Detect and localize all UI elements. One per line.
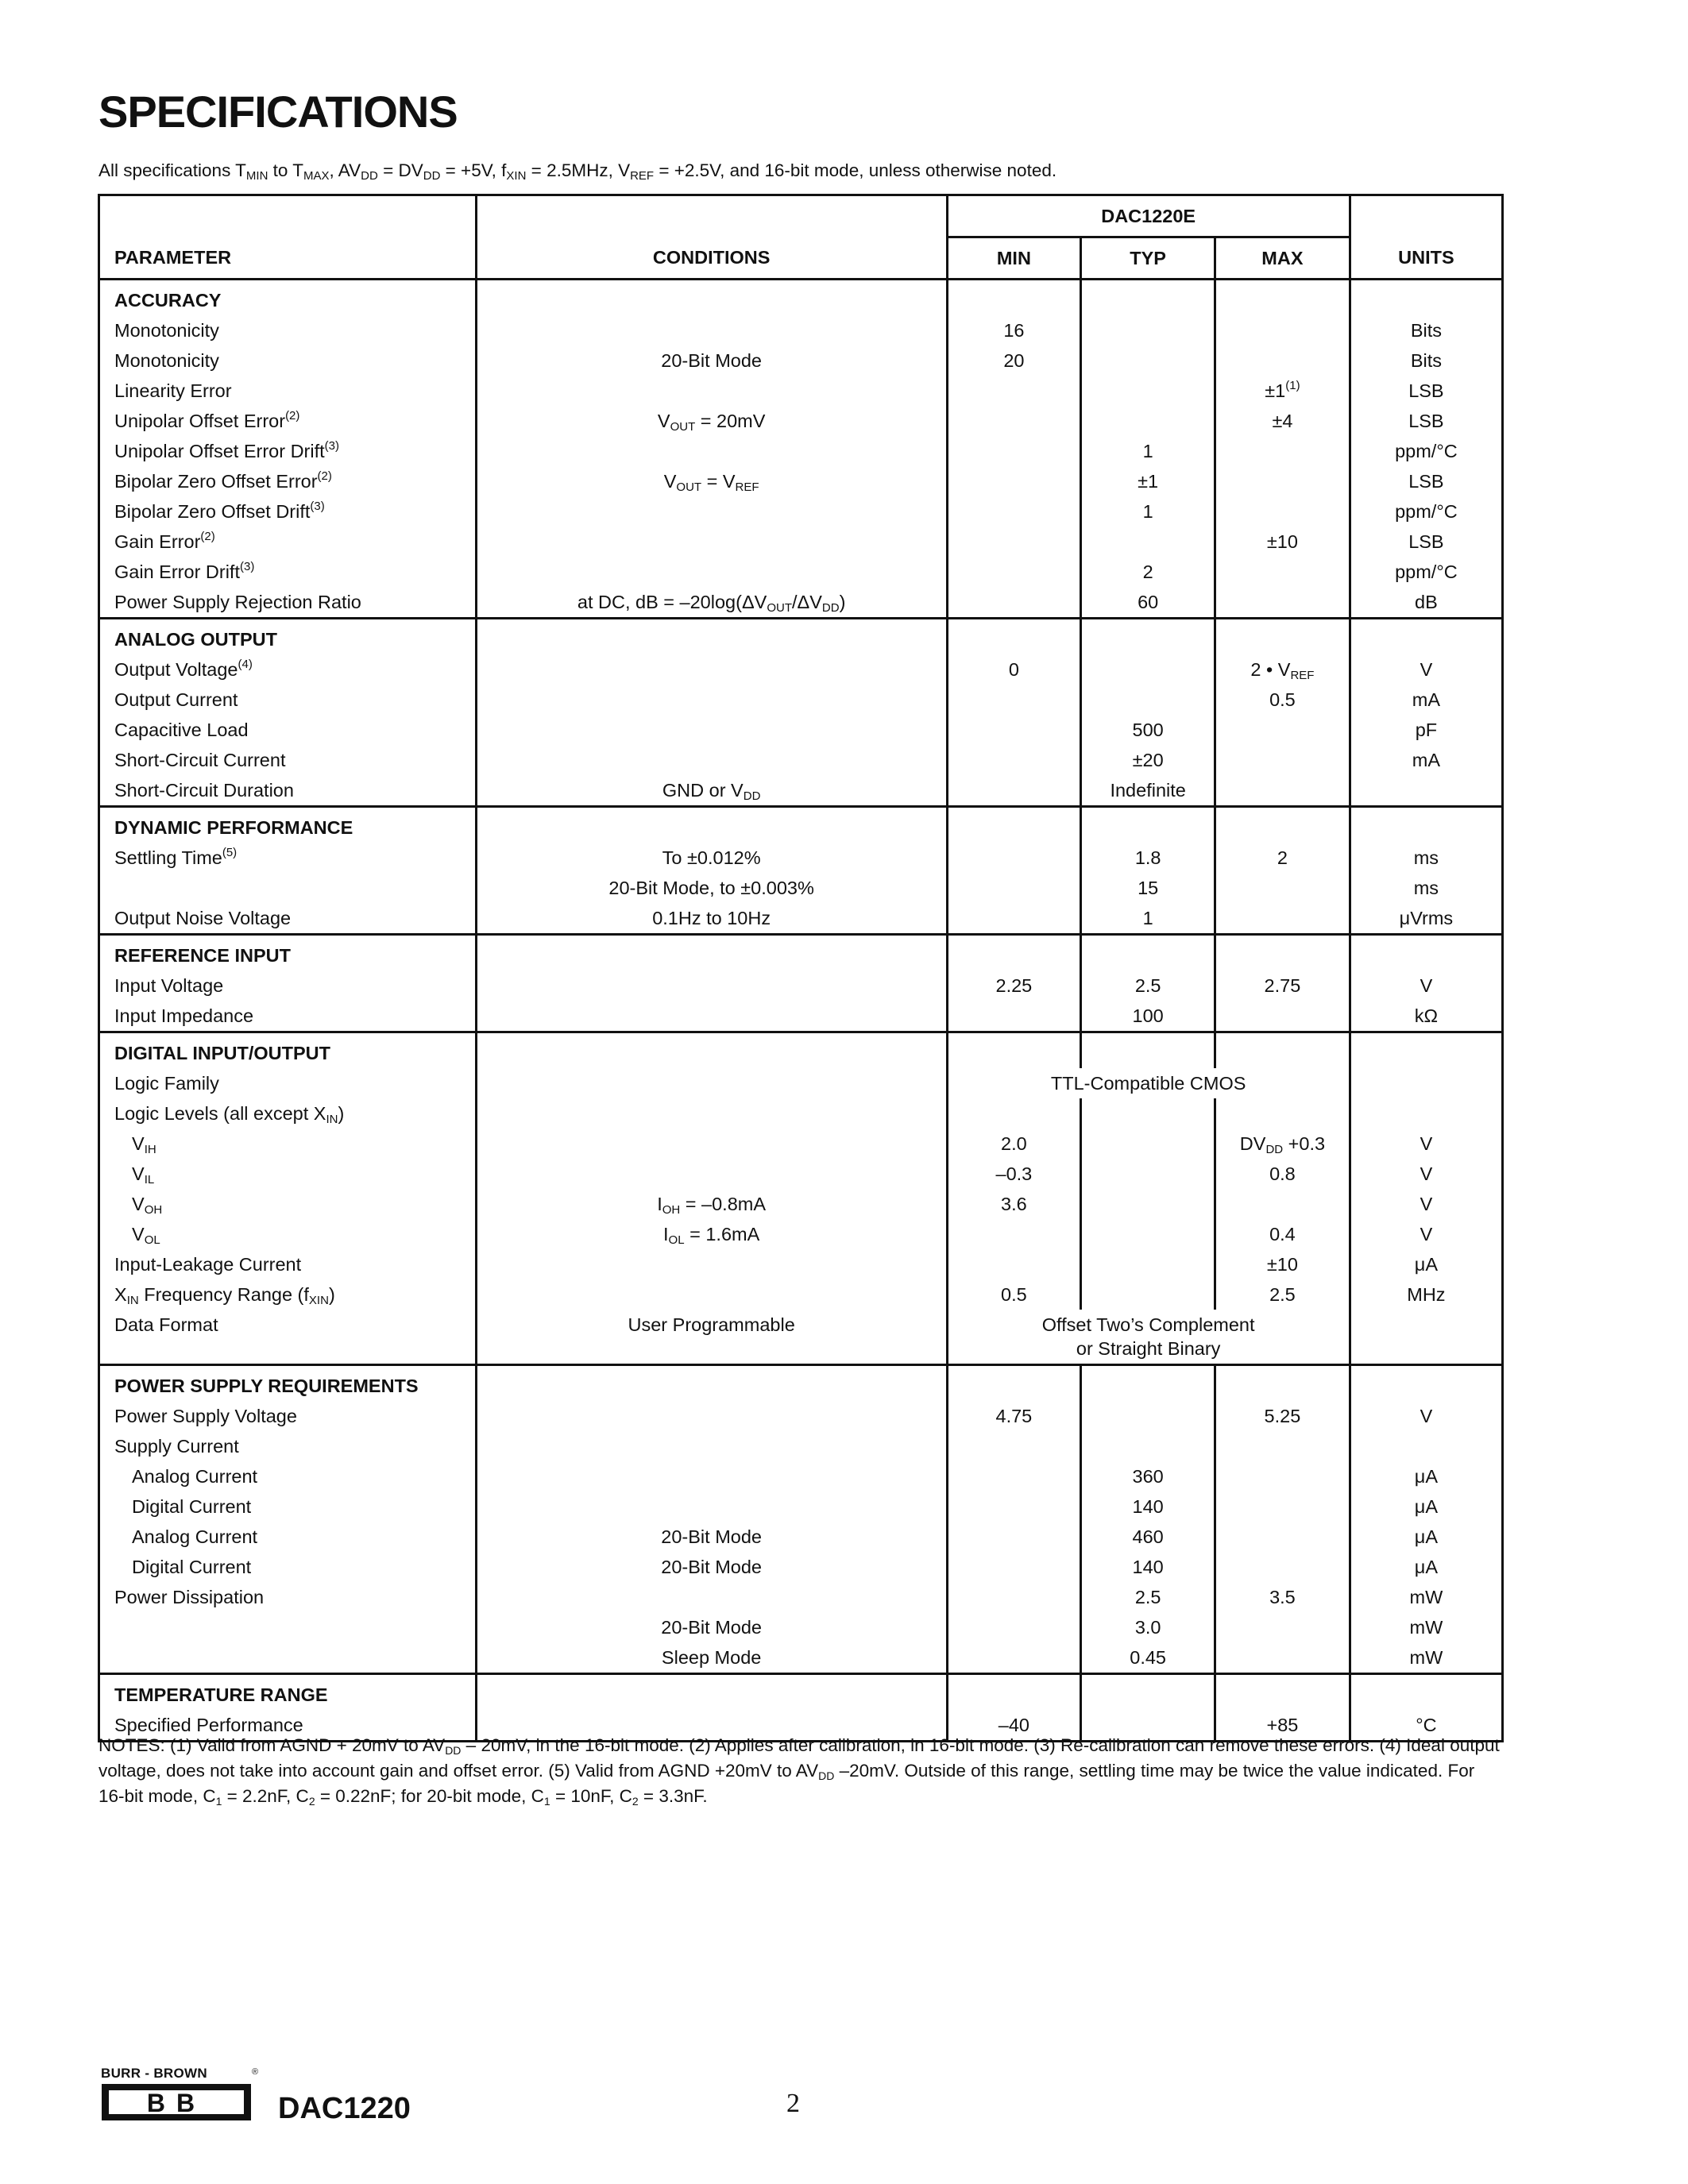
typ-cell: 2 (1081, 557, 1215, 587)
param-cell: Gain Error Drift$^{(3)}$ (99, 557, 477, 587)
min-cell: 4.75 (947, 1401, 1081, 1431)
units-cell: mW (1350, 1582, 1502, 1612)
typ-cell: 360 (1081, 1461, 1215, 1491)
units-cell: μA (1350, 1552, 1502, 1582)
param-cell: Output Voltage$^{(4)}$ (99, 654, 477, 685)
param-cell: Digital Current (99, 1552, 477, 1582)
max-cell: 2 • $V_{REF}$ (1215, 654, 1350, 685)
units-cell: LSB (1350, 376, 1502, 406)
section-header-row (99, 1032, 1503, 1069)
param-cell: Settling Time$^{(5)}$ (99, 843, 477, 873)
typ-cell: 1 (1081, 903, 1215, 935)
table-row (99, 1249, 1503, 1279)
param-cell: Logic Family (99, 1068, 477, 1098)
spanned-value-cell: TTL-Compatible CMOS (947, 1068, 1350, 1098)
table-row (99, 1279, 1503, 1310)
units-cell: LSB (1350, 527, 1502, 557)
cond-cell: $V_{OUT} = 20mV$ (476, 406, 947, 436)
logo-registered-mark: ® (252, 2067, 259, 2077)
table-row (99, 715, 1503, 745)
param-cell: Linearity Error (99, 376, 477, 406)
section-title: POWER SUPPLY REQUIREMENTS (99, 1365, 477, 1402)
param-cell: Data Format (99, 1310, 477, 1365)
table-row (99, 903, 1503, 935)
max-cell: ±4 (1215, 406, 1350, 436)
cond-cell: User Programmable (476, 1310, 947, 1365)
param-cell: Input Impedance (99, 1001, 477, 1032)
param-cell: $V_{OL}$ (99, 1219, 477, 1249)
units-cell: ppm/°C (1350, 496, 1502, 527)
param-cell: Bipolar Zero Offset Error$^{(2)}$ (99, 466, 477, 496)
header-cell-empty (476, 195, 947, 237)
section-title: DYNAMIC PERFORMANCE (99, 807, 477, 843)
max-cell: +85 (1215, 1710, 1350, 1742)
min-cell: 16 (947, 315, 1081, 345)
units-cell: V (1350, 1159, 1502, 1189)
param-cell: Power Supply Voltage (99, 1401, 477, 1431)
header-parameter: PARAMETER (99, 237, 477, 280)
units-cell: ppm/°C (1350, 436, 1502, 466)
max-cell: 3.5 (1215, 1582, 1350, 1612)
units-cell: pF (1350, 715, 1502, 745)
table-notes: NOTES: (1) Valid from AGND + 20mV to $AV_{DD} - 20mV$, in the 16-bit mode. (2) Applies after calibration, in 16-bit mode. (3) Re-calibration can remove these errors. (4) Ideal output voltage, does not take into account gain and offset error. (5) Valid from AGND +20mV to $AV_{DD}$ –20mV. Outside of this range, settling time may be twice the value indicated. For 16-bit mode, $C_1 = 2.2nF$, $C_2 = 0.22nF$; for 20-bit mode, $C_1 = 10nF$, $C_2 = 3.3nF$. (98, 1735, 1500, 1808)
header-max: MAX (1215, 237, 1350, 280)
table-row (99, 1068, 1503, 1098)
min-cell: –40 (947, 1710, 1081, 1742)
param-cell: Analog Current (99, 1461, 477, 1491)
page-number: 2 (786, 2089, 800, 2118)
param-cell: Input-Leakage Current (99, 1249, 477, 1279)
param-cell: Bipolar Zero Offset Drift$^{(3)}$ (99, 496, 477, 527)
typ-cell: 2.5 (1081, 970, 1215, 1001)
cond-cell: $I_{OL} = 1.6mA$ (476, 1219, 947, 1249)
max-cell: $\pm 1^{(1)}$ (1215, 376, 1350, 406)
param-cell: Gain Error$^{(2)}$ (99, 527, 477, 557)
table-row (99, 1461, 1503, 1491)
typ-cell: 500 (1081, 715, 1215, 745)
units-cell: Bits (1350, 315, 1502, 345)
typ-cell: 460 (1081, 1522, 1215, 1552)
page-title: SPECIFICATIONS (98, 87, 458, 137)
max-cell: 2.75 (1215, 970, 1350, 1001)
typ-cell: 140 (1081, 1552, 1215, 1582)
min-cell: 0 (947, 654, 1081, 685)
typ-cell: 0.45 (1081, 1642, 1215, 1674)
max-cell: ±10 (1215, 527, 1350, 557)
units-cell: μA (1350, 1461, 1502, 1491)
table-row (99, 315, 1503, 345)
units-cell: ms (1350, 843, 1502, 873)
typ-cell: 15 (1081, 873, 1215, 903)
units-cell: μA (1350, 1249, 1502, 1279)
param-cell: Supply Current (99, 1431, 477, 1461)
table-row (99, 1001, 1503, 1032)
cond-cell: 20-Bit Mode (476, 1552, 947, 1582)
cond-cell: $V_{OUT} = V_{REF}$ (476, 466, 947, 496)
table-row (99, 745, 1503, 775)
cond-cell: 20-Bit Mode (476, 345, 947, 376)
table-row (99, 466, 1503, 496)
typ-cell: 60 (1081, 587, 1215, 619)
param-cell: Monotonicity (99, 315, 477, 345)
units-cell: V (1350, 1129, 1502, 1159)
units-cell: V (1350, 970, 1502, 1001)
param-cell: Output Current (99, 685, 477, 715)
table-row (99, 1189, 1503, 1219)
cond-cell: 20-Bit Mode (476, 1522, 947, 1552)
units-cell: LSB (1350, 466, 1502, 496)
units-cell: μA (1350, 1491, 1502, 1522)
section-title: ANALOG OUTPUT (99, 619, 477, 655)
min-cell: 20 (947, 345, 1081, 376)
min-cell: –0.3 (947, 1159, 1081, 1189)
param-cell: Analog Current (99, 1522, 477, 1552)
table-row (99, 587, 1503, 619)
typ-cell: 1 (1081, 496, 1215, 527)
min-cell: 3.6 (947, 1189, 1081, 1219)
units-cell: V (1350, 654, 1502, 685)
typ-cell: ±20 (1081, 745, 1215, 775)
units-cell: V (1350, 1219, 1502, 1249)
cond-cell: To ±0.012% (476, 843, 947, 873)
header-cell-empty (99, 195, 477, 237)
min-cell: 2.0 (947, 1129, 1081, 1159)
section-title: REFERENCE INPUT (99, 935, 477, 971)
table-row (99, 843, 1503, 873)
typ-cell: 2.5 (1081, 1582, 1215, 1612)
param-cell: Short-Circuit Current (99, 745, 477, 775)
param-cell: Monotonicity (99, 345, 477, 376)
typ-cell: Indefinite (1081, 775, 1215, 807)
table-row (99, 1431, 1503, 1461)
param-cell: Logic Levels (all except $X_{IN}$) (99, 1098, 477, 1129)
param-cell: Specified Performance (99, 1710, 477, 1742)
burr-brown-logo-icon (101, 2065, 264, 2122)
param-cell: Input Voltage (99, 970, 477, 1001)
table-row (99, 1612, 1503, 1642)
param-cell: Short-Circuit Duration (99, 775, 477, 807)
units-cell: V (1350, 1189, 1502, 1219)
section-header-row (99, 280, 1503, 316)
cond-cell: 0.1Hz to 10Hz (476, 903, 947, 935)
footer-model-name: DAC1220 (278, 2092, 411, 2125)
table-row (99, 1129, 1503, 1159)
logo-bb-letters: BB (146, 2089, 207, 2117)
section-header-row (99, 1365, 1503, 1402)
units-cell: kΩ (1350, 1001, 1502, 1032)
spec-conditions-note: All specifications $T_{MIN}$ to $T_{MAX}$, $AV_{DD} = DV_{DD} = +5V$, $f_{XIN} = 2.5MHz$, $V_{REF} = +2.5V$, and 16-bit mode, unless otherwise noted. (98, 160, 1057, 183)
typ-cell: 1 (1081, 436, 1215, 466)
burr-brown-logo (101, 2065, 264, 2126)
param-cell: Power Supply Rejection Ratio (99, 587, 477, 619)
units-cell: LSB (1350, 406, 1502, 436)
units-cell: μA (1350, 1522, 1502, 1552)
cond-cell: 20-Bit Mode (476, 1612, 947, 1642)
max-cell: 2.5 (1215, 1279, 1350, 1310)
table-row (99, 1642, 1503, 1674)
max-cell: 0.4 (1215, 1219, 1350, 1249)
table-row (99, 436, 1503, 466)
specifications-table (98, 194, 1504, 1742)
header-units: UNITS (1350, 237, 1502, 280)
table-row (99, 1552, 1503, 1582)
section-header-row (99, 935, 1503, 971)
table-header-row (99, 237, 1503, 280)
max-cell: 0.5 (1215, 685, 1350, 715)
table-row (99, 1401, 1503, 1431)
table-row (99, 557, 1503, 587)
max-cell: $DV_{DD} +0.3$ (1215, 1129, 1350, 1159)
table-row (99, 406, 1503, 436)
table-row (99, 496, 1503, 527)
typ-cell: 1.8 (1081, 843, 1215, 873)
header-device-group: DAC1220E (947, 195, 1350, 237)
table-row (99, 1582, 1503, 1612)
table-row (99, 345, 1503, 376)
param-cell: Power Dissipation (99, 1582, 477, 1612)
cond-cell: $I_{OH} = -0.8mA$ (476, 1189, 947, 1219)
cond-cell: Sleep Mode (476, 1642, 947, 1674)
section-header-row (99, 1674, 1503, 1711)
section-header-row (99, 807, 1503, 843)
section-header-row (99, 619, 1503, 655)
table-row (99, 873, 1503, 903)
units-cell: Bits (1350, 345, 1502, 376)
typ-cell: 3.0 (1081, 1612, 1215, 1642)
min-cell: 2.25 (947, 970, 1081, 1001)
typ-cell: 140 (1081, 1491, 1215, 1522)
param-cell: Capacitive Load (99, 715, 477, 745)
section-title: TEMPERATURE RANGE (99, 1674, 477, 1711)
param-cell: $X_{IN}$ Frequency Range $(f_{XIN})$ (99, 1279, 477, 1310)
table-row (99, 1310, 1503, 1365)
units-cell: mW (1350, 1612, 1502, 1642)
param-cell: $V_{IL}$ (99, 1159, 477, 1189)
header-min: MIN (947, 237, 1081, 280)
units-cell: MHz (1350, 1279, 1502, 1310)
table-row (99, 970, 1503, 1001)
header-cell-empty (1350, 195, 1502, 237)
param-cell: $V_{IH}$ (99, 1129, 477, 1159)
typ-cell: ±1 (1081, 466, 1215, 496)
units-cell: °C (1350, 1710, 1502, 1742)
spanned-value-cell: Offset Two’s Complement or Straight Binary (947, 1310, 1350, 1365)
header-typ: TYP (1081, 237, 1215, 280)
cond-cell: at DC, dB = $-20\log(\Delta V_{OUT}/\Delta V_{DD})$ (476, 587, 947, 619)
table-row (99, 1098, 1503, 1129)
table-row (99, 1491, 1503, 1522)
param-cell: $V_{OH}$ (99, 1189, 477, 1219)
units-cell: μVrms (1350, 903, 1502, 935)
table-row (99, 527, 1503, 557)
units-cell: V (1350, 1401, 1502, 1431)
units-cell: ppm/°C (1350, 557, 1502, 587)
table-row (99, 1522, 1503, 1552)
units-cell: mA (1350, 685, 1502, 715)
param-cell: Unipolar Offset Error Drift$^{(3)}$ (99, 436, 477, 466)
max-cell: 0.8 (1215, 1159, 1350, 1189)
cond-cell: 20-Bit Mode, to ±0.003% (476, 873, 947, 903)
param-cell: Unipolar Offset Error$^{(2)}$ (99, 406, 477, 436)
param-cell: Output Noise Voltage (99, 903, 477, 935)
section-title: DIGITAL INPUT/OUTPUT (99, 1032, 477, 1069)
table-row (99, 1219, 1503, 1249)
cond-cell: GND or $V_{DD}$ (476, 775, 947, 807)
max-cell: 5.25 (1215, 1401, 1350, 1431)
table-row (99, 376, 1503, 406)
section-title: ACCURACY (99, 280, 477, 316)
table-header-row (99, 195, 1503, 237)
typ-cell: 100 (1081, 1001, 1215, 1032)
max-cell: 2 (1215, 843, 1350, 873)
max-cell: ±10 (1215, 1249, 1350, 1279)
header-conditions: CONDITIONS (476, 237, 947, 280)
param-cell: Digital Current (99, 1491, 477, 1522)
table-row (99, 775, 1503, 807)
min-cell: 0.5 (947, 1279, 1081, 1310)
logo-brand-text: BURR - BROWN (101, 2066, 207, 2081)
table-row (99, 654, 1503, 685)
units-cell: mW (1350, 1642, 1502, 1674)
units-cell: mA (1350, 745, 1502, 775)
units-cell: ms (1350, 873, 1502, 903)
table-row (99, 685, 1503, 715)
units-cell: dB (1350, 587, 1502, 619)
table-row (99, 1159, 1503, 1189)
